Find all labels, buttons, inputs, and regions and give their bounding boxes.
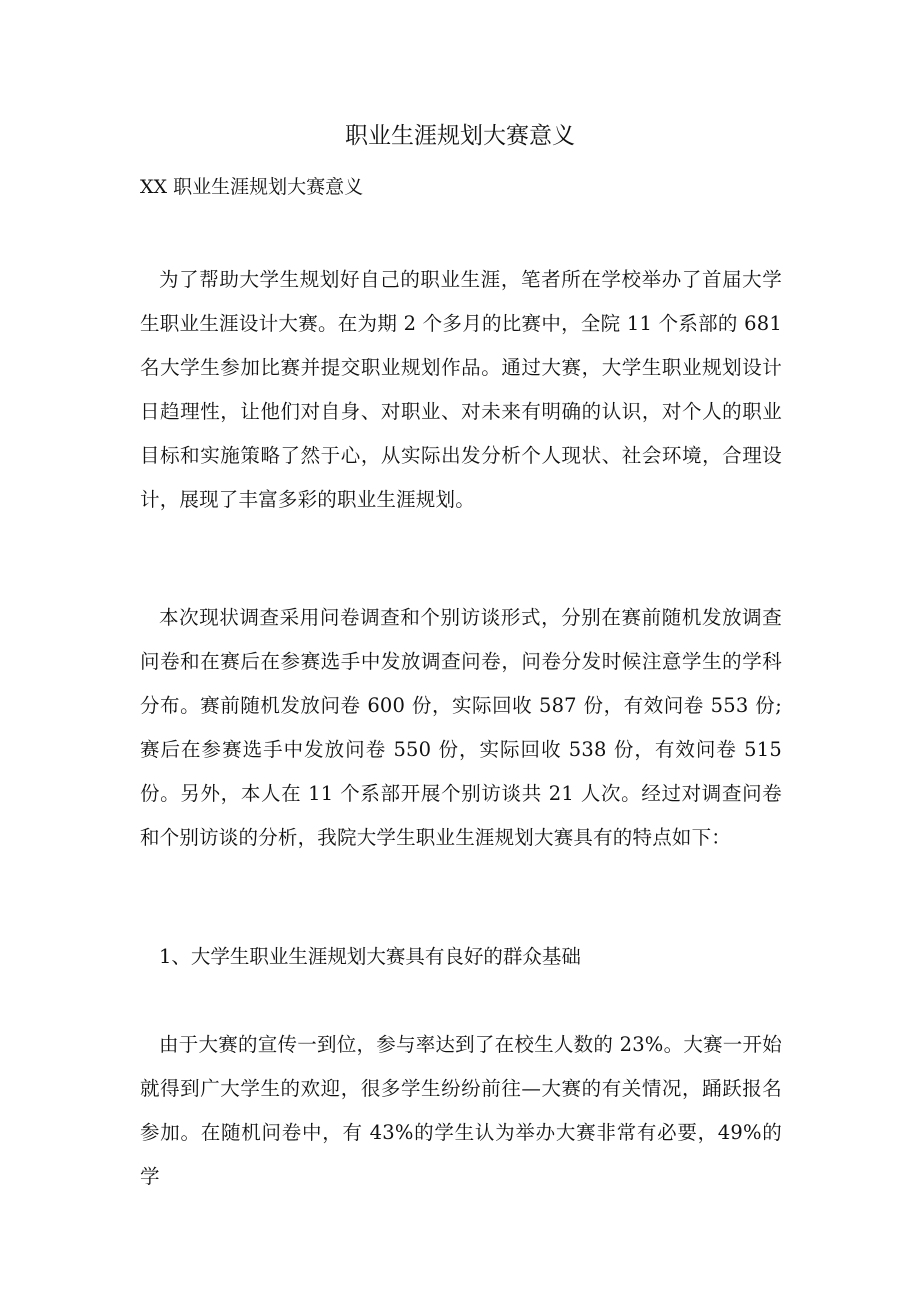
document-subtitle: XX 职业生涯规划大赛意义	[140, 176, 364, 198]
section-heading: 1、大学生职业生涯规划大赛具有良好的群众基础	[159, 945, 581, 968]
paragraph-intro: 为了帮助大学生规划好自己的职业生涯，笔者所在学校举办了首届大学生职业生涯设计大赛。在为期 2 个多月的比赛中，全院 11 个系部的 681 名大学生参加比赛并提交职业规划作品。通过大赛，大学生职业规划设计日趋理性，让他们对自身、对职业、对未来有明确的认识，对个人的职业目标和实施策略了然于心，从实际出发分析个人现状、社会环境，合理设计，展现了丰富多彩的职业生涯规划。	[140, 268, 782, 511]
paragraph-survey: 本次现状调查采用问卷调查和个别访谈形式，分别在赛前随机发放调查问卷和在赛后在参赛选手中发放调查问卷，问卷分发时候注意学生的学科分布。赛前随机发放问卷 600 份，实际回收 587 份，有效问卷 553 份;赛后在参赛选手中发放问卷 550 份，实际回收 538 份，有效问卷 515 份。另外，本人在 11 个系部开展个别访谈共 21 人次。经过对调查问卷和个别访谈的分析，我院大学生职业生涯规划大赛具有的特点如下：	[140, 606, 782, 849]
document-title: 职业生涯规划大赛意义	[345, 123, 575, 149]
paragraph-participation: 由于大赛的宣传一到位，参与率达到了在校生人数的 23%。大赛一开始就得到广大学生的欢迎，很多学生纷纷前往—大赛的有关情况，踊跃报名参加。在随机问卷中，有 43%的学生认为举办大赛非常有必要，49%的学	[140, 1033, 782, 1188]
